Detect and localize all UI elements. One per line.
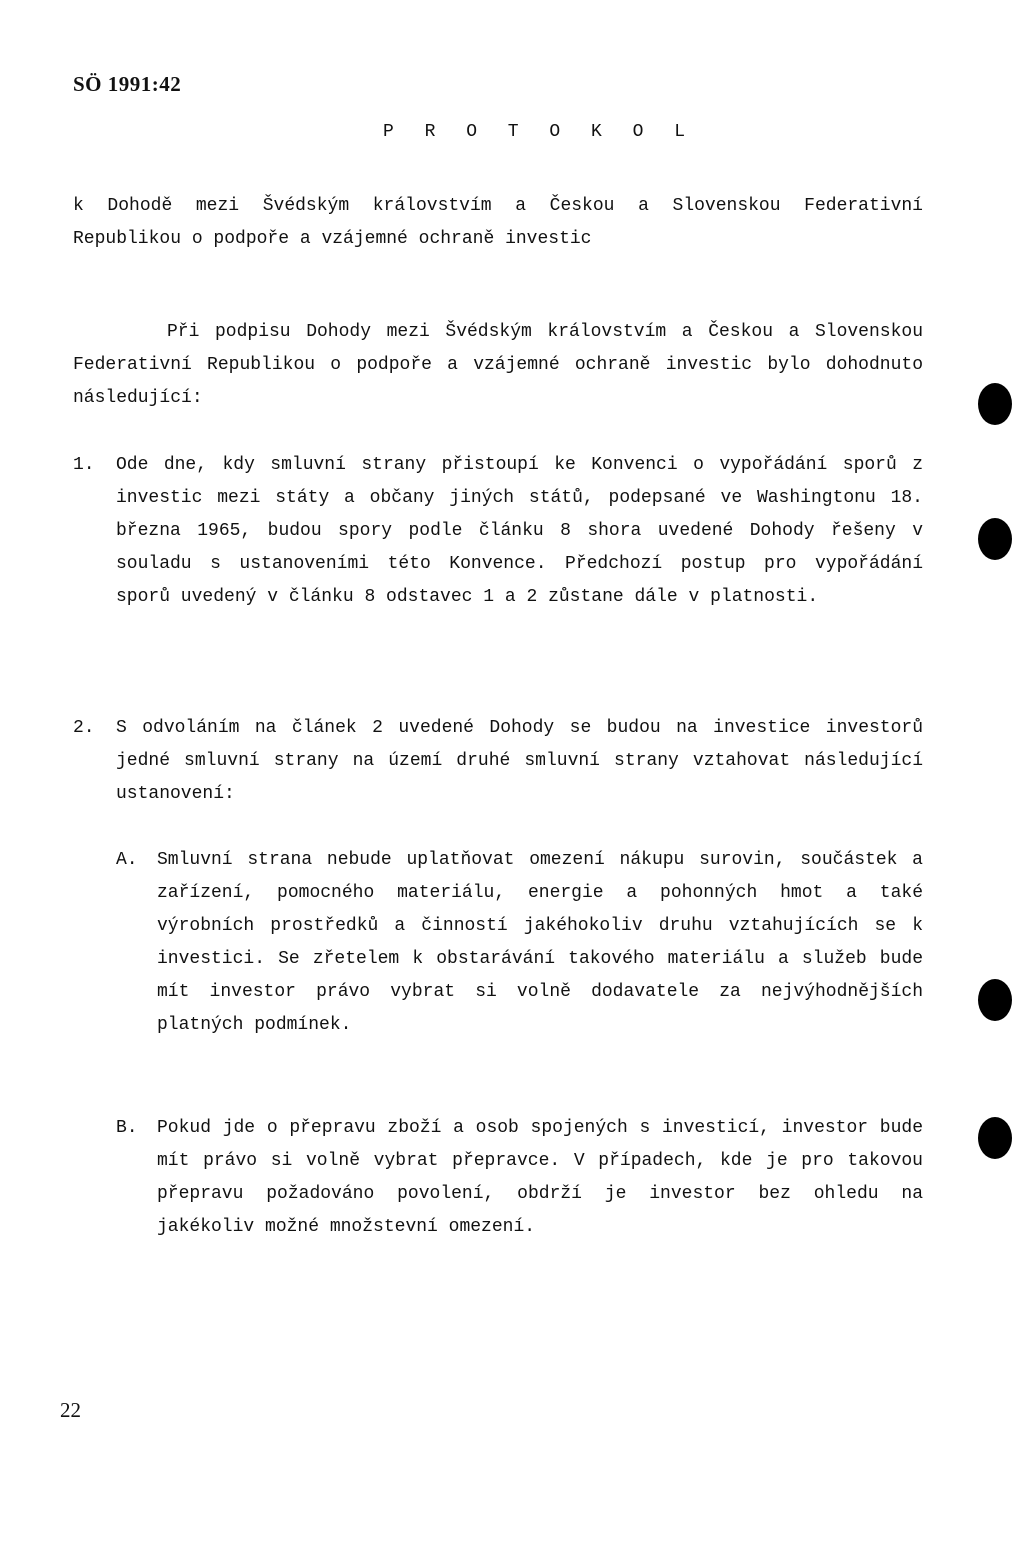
- subitem-b: [116, 1112, 923, 1244]
- punch-hole-mark: [978, 979, 1012, 1021]
- subitem-a: [116, 844, 923, 1042]
- article-number: 1.: [73, 455, 95, 475]
- intro-paragraph: Při podpisu Dohody mezi Švédským královstvím a Českou a Slovenskou Federativní Republikou o podpoře a vzájemné ochraně investic bylo dohodnuto následující:: [73, 322, 923, 408]
- article-text: Ode dne, kdy smluvní strany přistoupí ke Konvenci o vypořádání sporů z investic mezi státy a občany jiných států, podepsané ve Washingtonu 18. března 1965, budou spory podle článku 8 shora uvedené Dohody řešeny v souladu s ustanoveními této Konvence. Předchozí postup pro vypořádání sporů uvedený v článku 8 odstavec 1 a 2 zůstane dále v platnosti.: [116, 455, 923, 607]
- article-number: 2.: [73, 718, 95, 738]
- punch-hole-mark: [978, 1117, 1012, 1159]
- punch-hole-mark: [978, 383, 1012, 425]
- document-title: P R O T O K O L: [383, 122, 696, 142]
- article-item-1: [73, 449, 923, 614]
- article-text: S odvoláním na článek 2 uvedené Dohody se budou na investice investorů jedné smluvní strany na území druhé smluvní strany vztahovat následující ustanovení:: [116, 718, 923, 804]
- page-number: 22: [60, 1398, 81, 1422]
- punch-hole-mark: [978, 518, 1012, 560]
- series-number: SÖ 1991:42: [73, 72, 182, 96]
- subitem-letter: A.: [116, 850, 138, 870]
- document-subtitle: k Dohodě mezi Švédským královstvím a Českou a Slovenskou Federativní Republikou o podpoře a vzájemné ochraně investic: [73, 196, 923, 249]
- subitem-text: Smluvní strana nebude uplatňovat omezení nákupu surovin, součástek a zařízení, pomocného materiálu, energie a pohonných hmot a také výrobních prostředků a činností jakéhokoliv druhu vztahujících se k investici. Se zřetelem k obstarávání takového materiálu a služeb bude mít investor právo vybrat si volně dodavatele za nejvýhodnějších platných podmínek.: [157, 850, 923, 1035]
- subitem-letter: B.: [116, 1118, 138, 1138]
- article-item-2: [73, 712, 923, 811]
- subitem-text: Pokud jde o přepravu zboží a osob spojených s investicí, investor bude mít právo si volně vybrat přepravce. V případech, kde je pro takovou přepravu požadováno povolení, obdrží je investor bez ohledu na jakékoliv možné množstevní omezení.: [157, 1118, 923, 1237]
